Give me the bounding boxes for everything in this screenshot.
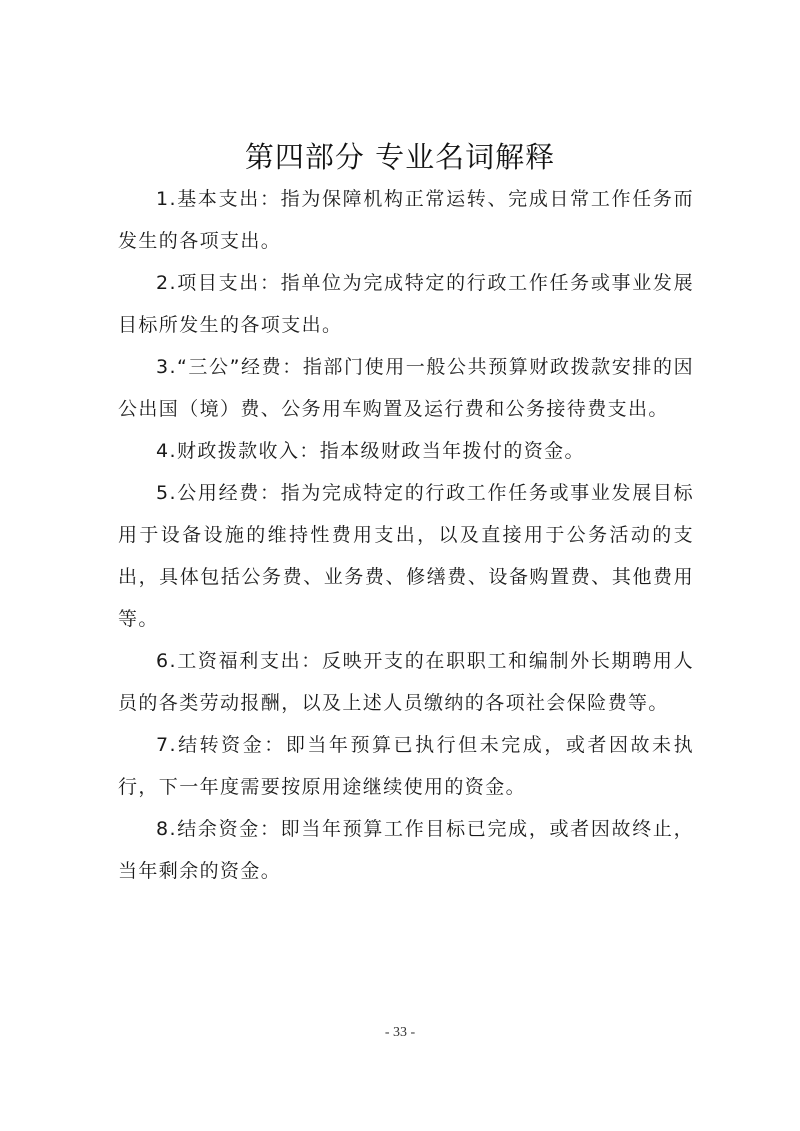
term-heading: 项目支出： <box>176 272 281 294</box>
term-item-7 <box>118 724 694 808</box>
term-number: 7. <box>156 734 177 756</box>
term-number: 1. <box>156 188 177 210</box>
term-number: 2. <box>156 272 177 294</box>
term-definition: 指为完成特定的行政工作任务或事业发展目标用于设备设施的维持性费用支出，以及直接用于公务活动的支出，具体包括公务费、业务费、修缮费、设备购置费、其他费用等。 <box>118 482 694 630</box>
term-item-5 <box>118 472 694 640</box>
term-heading: 结转资金： <box>176 734 286 756</box>
term-item-1 <box>118 178 694 262</box>
term-heading: 基本支出： <box>176 188 281 210</box>
term-item-2 <box>118 262 694 346</box>
term-item-4 <box>118 430 694 472</box>
term-definition: 指为保障机构正常运转、完成日常工作任务而发生的各项支出。 <box>118 188 694 252</box>
term-definition: 反映开支的在职职工和编制外长期聘用人员的各类劳动报酬，以及上述人员缴纳的各项社会保险费等。 <box>118 650 694 714</box>
terms-list <box>118 178 694 892</box>
term-number: 3. <box>156 356 177 378</box>
term-heading: 财政拨款收入： <box>176 440 320 462</box>
term-heading: 公用经费： <box>176 482 281 504</box>
term-definition: 即当年预算已执行但未完成，或者因故未执行，下一年度需要按原用途继续使用的资金。 <box>118 734 694 798</box>
term-definition: 指单位为完成特定的行政工作任务或事业发展目标所发生的各项支出。 <box>118 272 694 336</box>
term-heading: 工资福利支出： <box>176 650 322 672</box>
term-item-8 <box>118 808 694 892</box>
term-heading: 结余资金： <box>176 818 281 840</box>
term-definition: 指本级财政当年拨付的资金。 <box>319 440 585 462</box>
term-number: 6. <box>156 650 177 672</box>
term-number: 4. <box>156 440 177 462</box>
term-definition: 指部门使用一般公共预算财政拨款安排的因公出国（境）费、公务用车购置及运行费和公务接待费支出。 <box>118 356 694 420</box>
term-heading: “三公”经费： <box>176 356 303 378</box>
term-number: 8. <box>156 818 177 840</box>
page-number: - 33 - <box>384 1025 416 1040</box>
term-number: 5. <box>156 482 177 504</box>
page-title: 第四部分 专业名词解释 <box>244 140 556 174</box>
term-item-3 <box>118 346 694 430</box>
term-item-6 <box>118 640 694 724</box>
term-definition: 即当年预算工作目标已完成，或者因故终止，当年剩余的资金。 <box>118 818 694 882</box>
